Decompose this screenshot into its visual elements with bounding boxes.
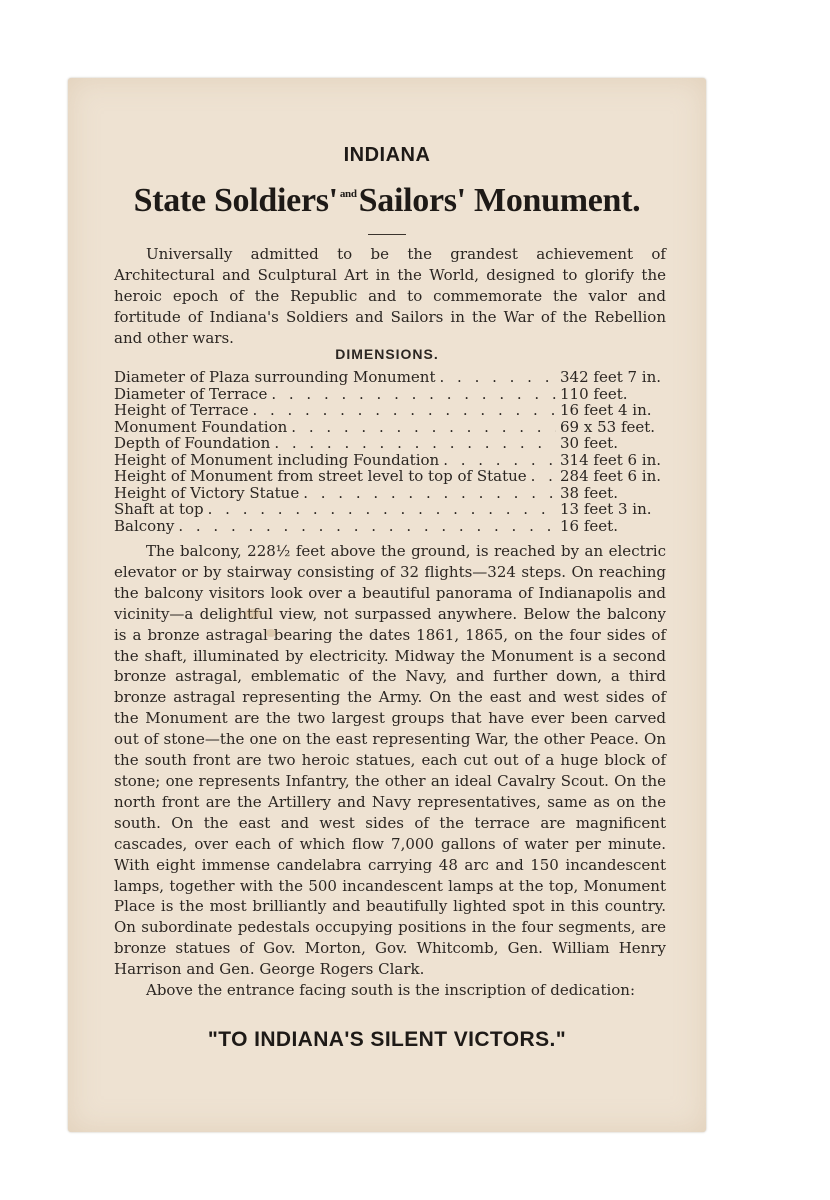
leader-dots [274,435,556,451]
dimension-value: 284 feet 6 in. [560,467,662,485]
dimension-label: Height of Monument from street level to top of Statue [114,467,527,485]
dimension-row [114,501,670,518]
dimension-value: 38 feet. [560,483,618,502]
dimension-value: 16 feet. [560,516,618,535]
dimension-row [114,468,670,485]
leader-dots [531,468,556,484]
dimension-row [114,518,670,535]
age-stain [266,629,276,637]
dimension-label: Height of Terrace [114,401,249,419]
dimension-value: 69 x 53 feet. [560,417,656,436]
leader-dots [291,419,556,435]
dimension-row [114,386,670,403]
dimension-label: Shaft at top [114,500,204,518]
title-divider [368,234,406,235]
dimension-value: 342 feet 7 in. [560,368,662,386]
leader-dots [252,402,556,418]
dedication-inscription: "TO INDIANA'S SILENT VICTORS." [207,1028,567,1051]
dimension-label: Monument Foundation [114,417,288,436]
leader-dots [208,501,556,517]
dimension-row [114,485,670,502]
leader-dots [440,369,557,385]
dimension-value: 13 feet 3 in. [560,500,652,518]
leader-dots [178,518,556,534]
dimension-label: Diameter of Plaza surrounding Monument [114,368,436,386]
state-heading: INDIANA [343,144,431,166]
dimension-row [114,452,670,469]
dedication-intro: Above the entrance facing south is the inscription of dedication: [146,981,636,1000]
dimensions-heading: DIMENSIONS. [335,346,439,362]
leader-dots [271,386,556,402]
dimension-label: Height of Monument including Foundation [114,450,440,469]
dimension-value: 30 feet. [560,434,618,452]
dimension-value: 110 feet. [560,384,628,403]
age-stain [244,609,262,619]
dimensions-list [114,369,670,534]
title-part-1: State Soldiers' [133,182,338,219]
description-text: The balcony, 228½ feet above the ground, is reached by an electric elevator or by stairway consisting of 32 flights—324 steps. On reaching the balcony visitors look over a beautiful panorama of Indianapolis and vicinity—a delightful view, not surpassed anywhere. Below the balcony is a bronze astragal bearing the dates 1861, 1865, on the four sides of the shaft, illuminated by electricity. Midway the Monument is a second bronze astragal, emblematic of the Navy, and further down, a third bronze astragal representing the Army. On the east and west sides of the Monument are the two largest groups that have ever been carved out of stone—the one on the east representing War, the other Peace. On the south front are two heroic statues, each cut out of a huge block of stone; one represents Infantry, the other an ideal Cavalry Scout. On the north front are the Artillery and Navy representatives, same as on the south. On the east and west sides of the terrace are magnificent cascades, over each of which flow 7,000 gallons of water per minute. With eight immense candelabra carrying 48 arc and 150 incandescent lamps, together with the 500 incandescent lamps at the top, Monument Place is the most brilliantly and beautifully lighted spot in this country. On subordinate pedestals occupying positions in the four segments, are bronze statues of Gov. Morton, Gov. Whitcomb, Gen. William Henry Harrison and Gen. George Rogers Clark. [114,542,666,979]
dimension-label: Diameter of Terrace [114,384,268,403]
dimension-row [114,435,670,452]
leader-dots [443,452,556,468]
leader-dots [303,485,556,501]
title-part-2: Sailors' Monument. [358,182,641,219]
dimension-row [114,419,670,436]
dimension-row [114,369,670,386]
dimension-label: Depth of Foundation [114,434,271,452]
dimension-value: 314 feet 6 in. [560,450,662,469]
dimension-label: Height of Victory Statue [114,483,300,502]
intro-paragraph: Universally admitted to be the grandest achievement of Architectural and Sculptural Art in the World, designed to glorify the heroic epoch of the Republic and to commemorate the valor and fortitude of Indiana's Soldiers and Sailors in the War of the Rebellion and other wars. [114,245,666,347]
dimension-label: Balcony [114,516,175,535]
title-small-and: and [339,188,357,200]
monument-title [68,182,706,220]
postcard [68,78,706,1132]
dimension-row [114,402,670,419]
dimension-value: 16 feet 4 in. [560,401,652,419]
description-paragraph [114,541,666,1001]
